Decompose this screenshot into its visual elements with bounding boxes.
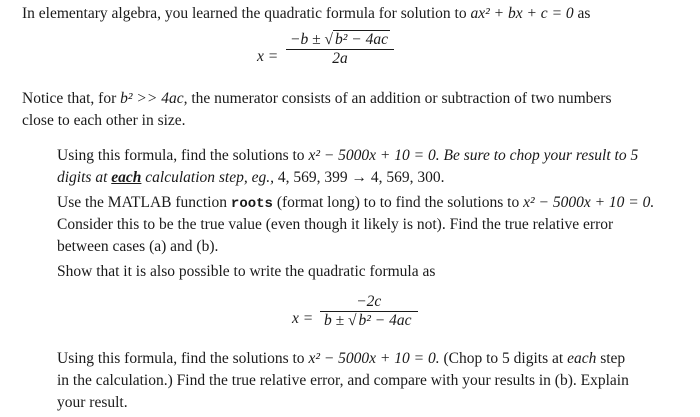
formula1-numerator	[286, 31, 394, 49]
intro-equation: ax² + bx + c = 0	[470, 5, 574, 22]
part-a-line-2	[57, 168, 445, 188]
notice-text-c: the numerator consists of an addition or subtraction of two numbers	[191, 90, 612, 107]
formula2-sqrt	[348, 312, 414, 330]
radical-icon: √	[348, 312, 357, 329]
intro-line	[22, 4, 590, 24]
formula1-fraction	[286, 31, 394, 68]
part-a-example: 4, 569, 399 → 4, 569, 300.	[277, 169, 445, 186]
part-a-digits-at: digits at	[57, 169, 108, 186]
intro-text: In elementary algebra, you learned the quadratic formula for solution to	[22, 5, 467, 22]
notice-line-1	[22, 89, 611, 109]
part-d-equation: x² − 5000x + 10 = 0.	[308, 350, 440, 367]
part-a-line-1	[57, 146, 638, 166]
formula1-radicand: b² − 4ac	[334, 31, 388, 48]
part-b-line-2: Consider this to be the true value (even though it likely is not). Find the true relative error	[57, 216, 614, 233]
part-d-line-1	[57, 349, 625, 369]
part-d-text-b: (Chop to 5 digits at	[443, 350, 564, 367]
part-a-text-a: Using this formula, find the solutions to	[57, 147, 305, 164]
part-b-line-3: between cases (a) and (b).	[57, 238, 219, 255]
part-d-text-c: step	[600, 350, 626, 367]
part-b-equation: x² − 5000x + 10 = 0.	[523, 194, 655, 211]
part-a-emphasis: Be sure to chop your result to 5	[443, 147, 639, 164]
part-b-text-a: Use the MATLAB function	[57, 194, 228, 211]
part-c-line-1: Show that it is also possible to write the quadratic formula as	[57, 263, 436, 280]
formula2-numerator: −2c	[356, 293, 382, 310]
notice-line-2: close to each other in size.	[22, 112, 186, 129]
formula1-numerator-left: −b ±	[290, 31, 321, 48]
part-a-equation: x² − 5000x + 10 = 0.	[308, 147, 440, 164]
formula2-fraction	[320, 293, 418, 330]
formula1-lhs: x =	[257, 48, 279, 65]
part-d-line-2: in the calculation.) Find the true relative error, and compare with your results in (b). Explain	[57, 372, 629, 389]
part-b-text-b: (format long) to to find the solutions to	[276, 194, 520, 211]
formula2-denominator	[320, 312, 418, 330]
formula1-sqrt	[324, 31, 390, 49]
part-d-each: each	[567, 350, 597, 367]
notice-text-a: Notice that, for	[22, 90, 117, 107]
notice-inequality: b² >> 4ac,	[120, 90, 188, 107]
formula2-radicand: b² − 4ac	[358, 312, 412, 329]
part-b-code: roots	[230, 196, 273, 212]
part-d-text-a: Using this formula, find the solutions to	[57, 350, 305, 367]
part-a-each: each	[111, 169, 142, 186]
intro-tail: as	[577, 5, 591, 22]
part-d-line-3: your result.	[57, 394, 128, 411]
part-a-calc-step: calculation step, eg.,	[145, 169, 274, 186]
radical-icon: √	[324, 31, 333, 48]
formula1-denominator: 2a	[332, 50, 348, 67]
formula2-lhs: x =	[292, 310, 314, 327]
formula2-denominator-left: b ±	[324, 312, 345, 329]
part-b-line-1	[57, 193, 654, 214]
